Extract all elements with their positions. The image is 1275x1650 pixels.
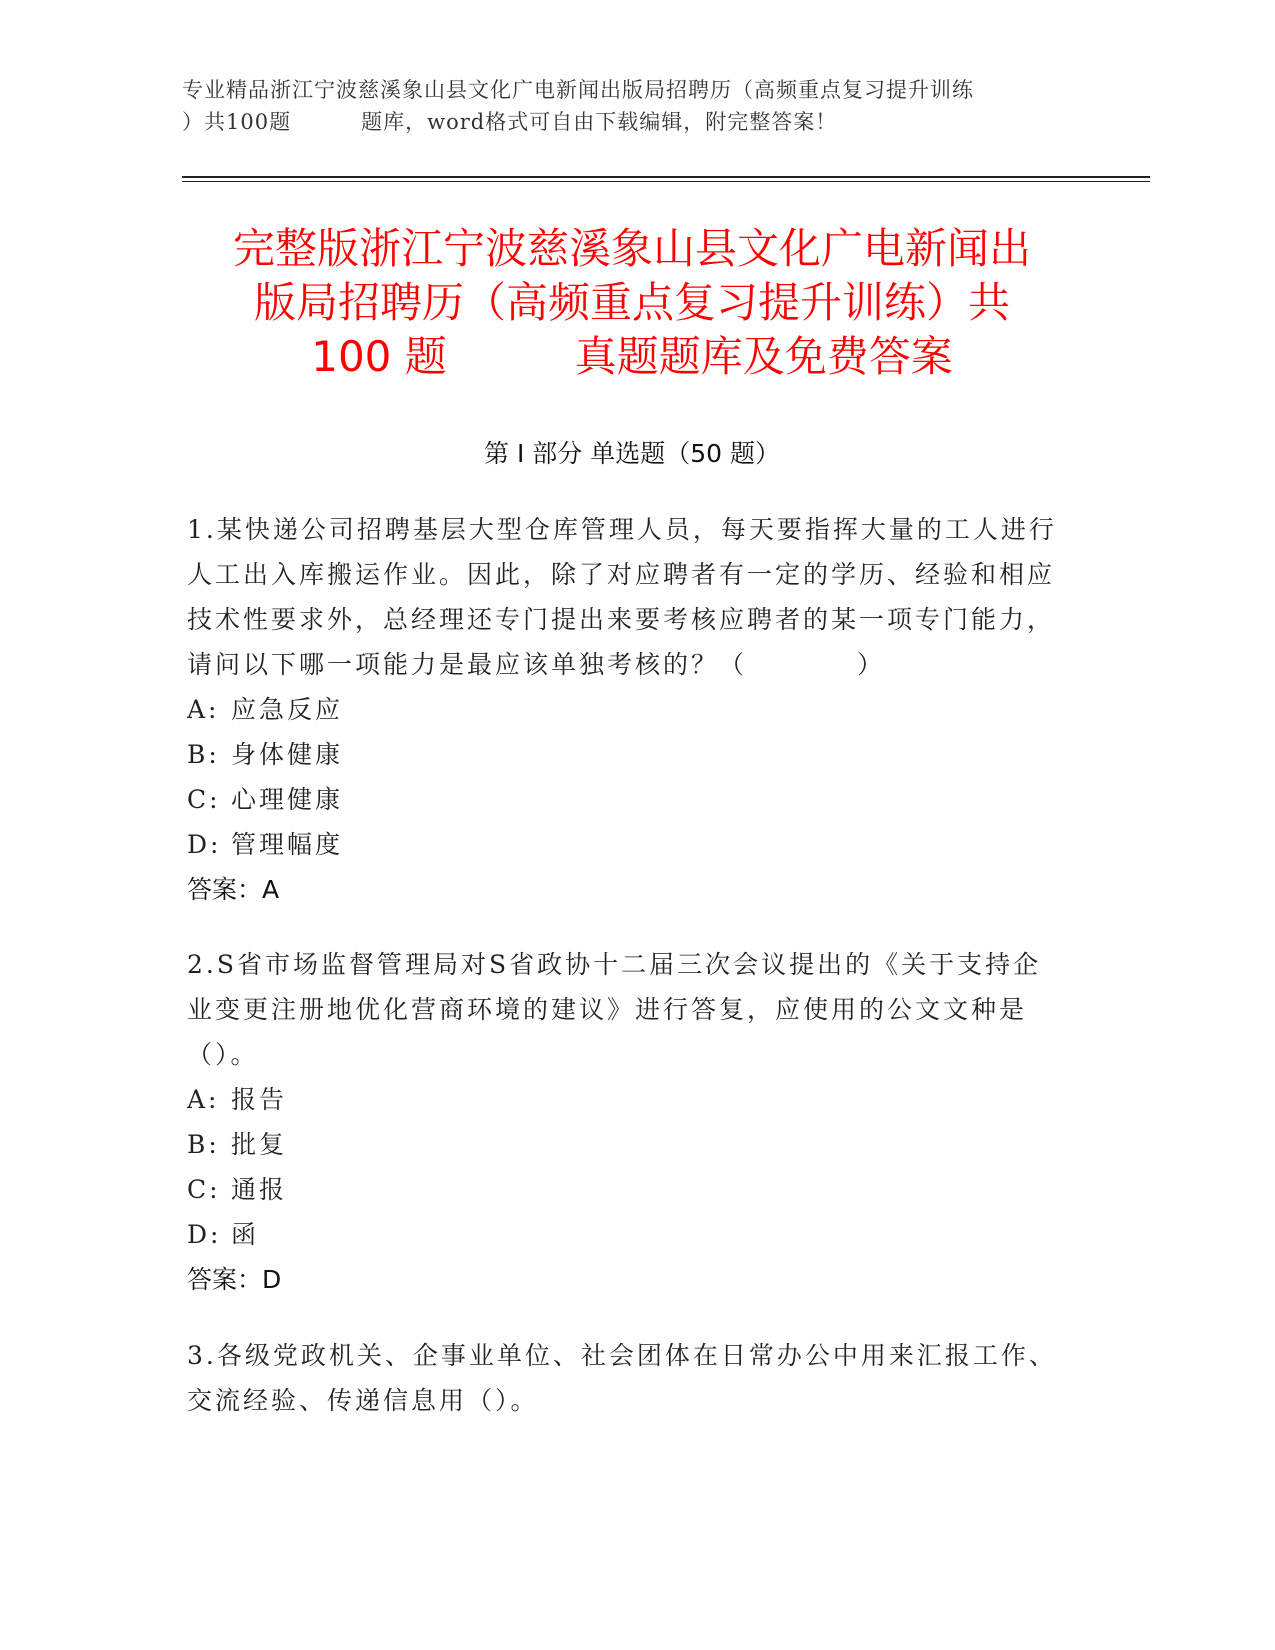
option-a	[187, 687, 1067, 732]
answer: 答案：A	[187, 875, 280, 904]
question-stem	[187, 507, 1067, 687]
option-text: 批复	[231, 1130, 288, 1159]
question-stem-text: 1.某快递公司招聘基层大型仓库管理人员，每天要指挥大量的工人进行人工出入库搬运作业。因此，除了对应聘者有一定的学历、经验和相应技术性要求外，总经理还专门提出来要考核应聘者的某一项专门能力，请问以下哪一项能力是最应该单独考核的？（	[187, 515, 1057, 679]
header-line-2-part-a: ）共100题	[182, 110, 292, 134]
option-d	[187, 1212, 1067, 1257]
option-letter: C:	[187, 785, 221, 814]
option-b	[187, 1122, 1067, 1167]
title-line-3	[182, 330, 1082, 384]
question-stem-end: ）	[857, 650, 886, 679]
section-title: 第 I 部分 单选题（50 题）	[484, 439, 780, 468]
question-3	[187, 1333, 1067, 1423]
option-text: 身体健康	[231, 740, 344, 769]
question-2	[187, 942, 1067, 1302]
option-text: 通报	[231, 1175, 288, 1204]
option-a	[187, 1077, 1067, 1122]
option-b	[187, 732, 1067, 777]
title-line-2: 版局招聘历（高频重点复习提升训练）共	[253, 278, 1010, 327]
option-letter: B:	[187, 1130, 220, 1159]
header-line-2	[182, 106, 1082, 138]
option-letter: C:	[187, 1175, 221, 1204]
option-letter: B:	[187, 740, 220, 769]
option-letter: A:	[187, 695, 220, 724]
option-letter: D:	[187, 830, 222, 859]
answer: 答案：D	[187, 1265, 282, 1294]
header-note	[182, 74, 1082, 138]
title-line-3-part-a: 100 题	[311, 332, 447, 381]
option-c	[187, 1167, 1067, 1212]
option-text: 应急反应	[231, 695, 344, 724]
header-line-2-part-b: 题库，word格式可自由下载编辑，附完整答案！	[361, 110, 838, 134]
document-title	[182, 222, 1082, 384]
option-text: 函	[231, 1220, 260, 1249]
option-letter: A:	[187, 1085, 220, 1114]
question-1	[187, 507, 1067, 912]
option-letter: D:	[187, 1220, 222, 1249]
title-line-3-part-b: 真题题库及免费答案	[574, 332, 953, 381]
option-text: 报告	[231, 1085, 288, 1114]
header-line-1: 专业精品浙江宁波慈溪象山县文化广电新闻出版局招聘历（高频重点复习提升训练	[182, 78, 974, 102]
title-line-1: 完整版浙江宁波慈溪象山县文化广电新闻出	[232, 224, 1031, 273]
option-text: 心理健康	[231, 785, 344, 814]
option-d	[187, 822, 1067, 867]
question-stem: 2.S省市场监督管理局对S省政协十二届三次会议提出的《关于支持企业变更注册地优化营商环境的建议》进行答复，应使用的公文文种是（）。	[187, 950, 1042, 1069]
question-stem: 3.各级党政机关、企事业单位、社会团体在日常办公中用来汇报工作、交流经验、传递信息用（）。	[187, 1341, 1057, 1415]
header-divider-thin	[182, 181, 1150, 182]
option-text: 管理幅度	[231, 830, 344, 859]
header-divider-thick	[182, 176, 1150, 178]
option-c	[187, 777, 1067, 822]
